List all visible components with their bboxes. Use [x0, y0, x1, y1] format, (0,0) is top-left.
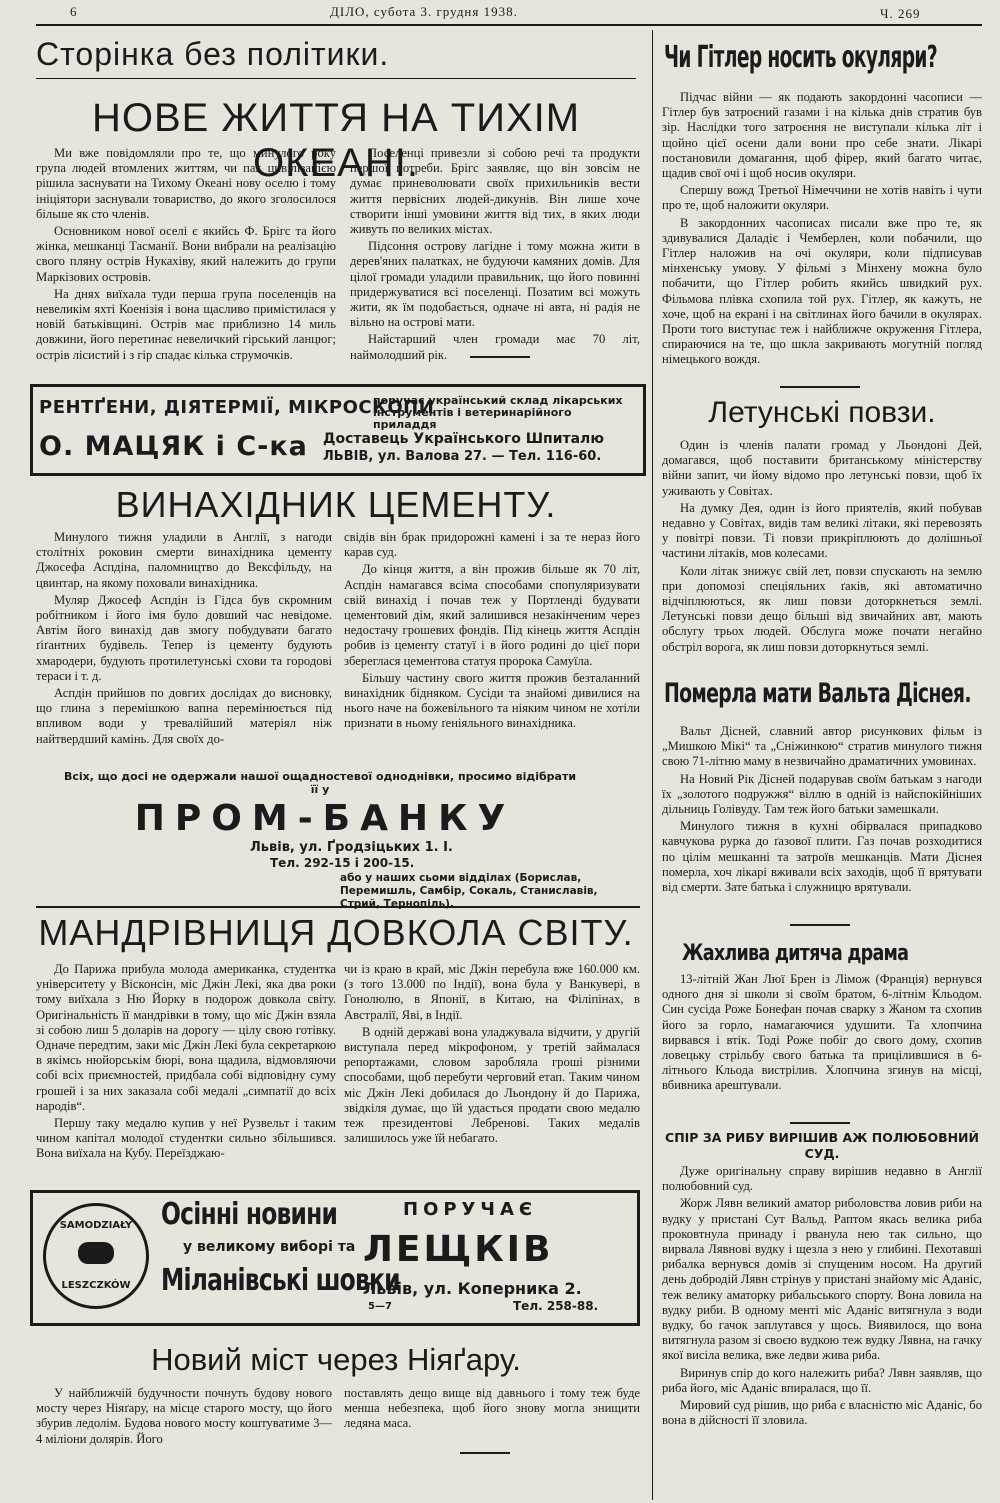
ad-leshchkiv-name: ЛЕЩКІВ: [363, 1229, 554, 1270]
divider-dash: [460, 1452, 510, 1454]
paragraph: Основником нової оселі є якийсь Ф. Брігс та його жінка, мешканці Тасманії. Вони вибрали на реалізацію свого пляну острів Нукахіву, який належить до групи Маркізових островів.: [36, 224, 336, 284]
paragraph: До кінця життя, а він прожив більше як 70 літ, Аспдін намагався всіма способами спопуляризувати свій винахід і почав теж у Портленді будувати цементовий дім, який залишився незакінченим через недостачу грошевих фондів. Під кінець життя Аспдін робив із цементу статуї і в його родині до цієї пори збереглася цементова статуя пророка Самуїла.: [344, 562, 640, 668]
article-bridge-left: [36, 1386, 332, 1447]
divider-dash: [790, 924, 850, 926]
paragraph: В закордонних часописах писали вже про те, як здивувалися Даладіє і Чемберлен, коли побачили, що Гітлер наложив на очі окуляри, коли підписував мінхенську умову. У фільмі з Мінхену можна було побачити, що Гітлер робить якийсь швидкий рух. Фільмова плівка схопила той рух. Гітлер, як кажуть, не хоче, щоб на екрані і на світлинах його бачили в окулярах. Проти того виступає теж і найближче окруження Гітлера, спираючися на те, що шкла закривають могутній погляд німецького вождя.: [662, 215, 982, 367]
ad-matsyak-text: поручає український склад лікарських інструментів і ветеринарійного приладдя: [373, 394, 623, 431]
r4-title-wrap: [682, 940, 982, 966]
ad-prombank-phone: Тел. 292-15 і 200-15.: [270, 856, 415, 870]
paragraph: Коли літак знижує свій лет, повзи спускають на землю при допомозі спеціяльних ґаків, які автоматично відчіплюються, як лиш повзи доторкнеться землі. Летунські повзи дещо більші від звичайних авт, мають обслугу трьох людей. Обслуга може почати негайно обстріл ворога, як лиш повзи доторкнуться землі.: [662, 563, 982, 654]
article-traveler-left: [36, 962, 336, 1162]
ad-leshchkiv-line2: у великому виборі та: [183, 1239, 356, 1255]
divider-dash: [780, 386, 860, 388]
paragraph: В одній державі вона уладжувала відчити, у другій виступала перед мікрофоном, у третій займалася репортажами, словом заробляла гроші різними способами, щоб перебути черговий етап. Таким чином міс Джін Лекі добилася до Льондону й до Парижа, звідкіля думає, що їй удасться продати свою медалю теж президентові Лебренові. Таких медалів залишилось уже їй небагато.: [344, 1024, 640, 1146]
paragraph: У найближчій будучности почнуть будову нового мосту через Ніяґару, на місце старого мосту, що його збурив ледолім. Будова нового мосту коштуватиме 3—4 міліони долярів. Його: [36, 1386, 332, 1446]
ad-matsyak-supplier: Доставець Українського Шпиталю: [323, 431, 604, 447]
paragraph: Мировий суд рішив, що риба є власністю міс Аданіс, бо вона в дійсності її зловила.: [662, 1398, 982, 1428]
ad-prombank-address: Львів, ул. Ґродзіцьких 1. І.: [250, 840, 453, 855]
article-title-disney: Померла мати Вальта Діснея.: [664, 678, 971, 709]
paragraph: Ми вже повідомляли про те, що минулого року група людей втомлених життям, чи пак цивілізацією рішила заснувати на Тихому Океані нову оселю і тому ініціятори заснували товариство, до якого зголосилося більше як сто членів.: [36, 146, 336, 221]
divider-dash: [790, 1122, 850, 1124]
article-title-cement: ВИНАХІДНИК ЦЕМЕНТУ.: [115, 484, 557, 525]
r3-title-wrap: [664, 678, 984, 709]
ad-prombank-intro: Всіх, що досі не одержали нашої ощадностевої одноднівки, просимо відібрати її у: [63, 770, 577, 796]
ad-leshchkiv-line3: Міланівські шовки: [161, 1263, 400, 1298]
ad-leshchkiv-num: 5—7: [368, 1301, 392, 1312]
paragraph: Дуже оригінальну справу вирішив недавно в Англії полюбовний суд.: [662, 1164, 982, 1194]
article-title-traveler: МАНДРІВНИЦЯ ДОВКОЛА СВІТУ.: [38, 912, 634, 953]
article-cement-right: [344, 530, 640, 732]
ad-matsyak-name: О. МАЦЯК і С-ка: [39, 431, 308, 462]
paragraph: На днях виїхала туди перша група поселенців на невеликім яхті Коенізія і вона щасливо примістилася у новій батьківщині. Острів має приблизно 14 миль довжини, його перетинає невеличкий гірський ланцюг; острів лісистий і з гір спадає кілька струмочків.: [36, 286, 336, 362]
ad-leshchkiv-line1: Осінні новини: [161, 1197, 338, 1232]
section-title: Сторінка без політики.: [36, 36, 390, 72]
article-title-sleds: Летунські повзи.: [708, 396, 936, 429]
page-number: 6: [70, 4, 78, 19]
ad-prombank-rule: [36, 906, 640, 908]
paragraph: Один із членів палати громад у Льондоні Дей, домагався, щоб поставити британському міністерству війни запит, чи йому відомо про летунські повзи, щоб їх уживають у Совітах.: [662, 438, 982, 498]
article-title-child-drama: Жахлива дитяча драма: [682, 941, 909, 966]
article-disney: [662, 724, 982, 895]
article-child-drama: [662, 972, 982, 1094]
paragraph: Вальт Дісней, славний автор рисункових фільм із „Мишкою Мікі“ та „Сніжинкою“ стратив минулого тижня свою 71-літню маму в незвичайно драматичних умовинах.: [662, 724, 982, 769]
paragraph: До Парижа прибула молода американка, студентка університету у Вісконсін, міс Джін Лекі, яка два роки тому виїхала з Ню Йорку в подорож довкола світу. Оригінальність її мандрівки в тому, що міс Джін взяла зі собою лиш 5 доларів на дорогу — цілу свою готівку. Одначе передтим, заки міс Джін Лекі була секретаркою в якімсь нюйорськім бюрі, вона щадила, відмовляючи собі всіх приємностей, придбала собі відповідну суму грошей і за них заказала собі медалі „симпатії до всіх народів“.: [36, 962, 336, 1113]
article-cement-left: [36, 530, 332, 747]
paragraph: свідів він брак придорожні камені і за те нераз його карав суд.: [344, 530, 640, 560]
ad-leshchkiv-logo: [43, 1203, 149, 1309]
r1-title-wrap: [664, 40, 984, 75]
ad-leshchkiv-address: Львів, ул. Коперника 2.: [363, 1279, 582, 1298]
header-rule: [36, 24, 982, 26]
paragraph: Аспдін прийшов по довгих дослідах до висновку, що глина з перемішкою вапна перемінюється під впливом води у тревалійший матеріял ніж найтвердший камінь. Для своїх до-: [36, 686, 332, 746]
paragraph: Першу таку медалю купив у неї Рузвельт і таким чином капітал молодої студентки сильно збільшився. Вона виїхала на Кубу. Переїзджаю-: [36, 1116, 336, 1161]
divider-dash: [470, 356, 530, 358]
article-title-new-life: НОВЕ ЖИТТЯ НА ТИХІМ ОКЕАНІ.: [91, 96, 581, 185]
logo-bottom-text: LESZCZKÓW: [61, 1280, 131, 1291]
article-title-hitler: Чи Гітлер носить окуляри?: [664, 40, 938, 75]
ad-leshchkiv-recommends: ПОРУЧАЄ: [403, 1199, 538, 1220]
masthead-date: ДІЛО, суботa 3. грудня 1938.: [330, 4, 518, 19]
ad-matsyak-address: ЛЬВІВ, ул. Валова 27. — Тел. 116-60.: [323, 449, 602, 464]
paragraph: Виринув спір до кого належить риба? Лявн заявляв, що риба його, міс Аданіс впиралася, що її.: [662, 1365, 982, 1395]
section-title-underline: [36, 78, 636, 79]
paragraph: Минулого тижня в кухні обірвалася припадково кавчукова рурка до ґазової плити. Газ почав розходитися по цілім мешканні та затроїв мешканців. Мати Діснея померла, хоч лікарі вживали всіх заходів, щоб її врятувати від смерти. Зате батька і служницю врятували.: [662, 819, 982, 895]
article-bridge-right: [344, 1386, 640, 1432]
column-divider: [652, 30, 653, 1500]
article-title-bridge: Новий міст через Ніяґару.: [151, 1342, 521, 1377]
paragraph: Найстарший член громади має 70 літ, наймолодший рік.: [350, 332, 640, 362]
paragraph: На думку Дея, один із його приятелів, який побував недавно у Совітах, видів там великі літаки, які перевозять у повітрі повзи. Ті повзи прикріплюють до долішньої частини літаків, мов колесами.: [662, 500, 982, 561]
ad-matsyak: [30, 384, 646, 476]
ad-matsyak-headline: РЕНТҐЕНИ, ДІЯТЕРМІЇ, МІКРОСКОПИ: [39, 397, 435, 418]
paragraph: Жорж Лявн великий аматор риболовства ловив риби на вудку у пристані Сут Вальд. Раптом якась велика риба проковтнула принаду і рванула нею так сильно, що вирвала Лявнові вудку і щезла з нею у глибині. Пехотавші рибалка вернувся домів зі спущеним носом. На другий день добродій Лявн стрінув у пристані знайому міс Аданіс, теж велику аматорку рибальського спорту. Вона ловила на вудку риби. В одному менті міс Аданіс витягнула з води вудку, бо гачок заплутався у щось. Виявилося, що вона витягнула разом зі своєю вудкою теж вудку Лявна, на гачку якої висіла велика, вже ледви жива риба.: [662, 1196, 982, 1363]
ad-prombank-branches: або у наших сьоми відділах (Борислав, Перемишль, Самбір, Сокаль, Станиславів, Стрий, Тернопіль).: [340, 872, 598, 910]
paragraph: Поселенці привезли зі собою речі та продукти першої потреби. Брігс заявляє, що він зовсім не думає приневолювати своїх прихильників вести життя первісних людей-дикунів. Він лише хоче створити інші умовини життя від тих, в яких люди живуть по великих містах.: [350, 146, 640, 237]
article-traveler-right: [344, 962, 640, 1146]
paragraph: Підчас війни — як подають закордонні часописи — Гітлер був затроєний газами і на кілька днів стратив був зір. Наслідки того затроєння не виступали кілька літ і щойно цієї осени дали вони про себе знати. Лікарі постановили домагання, щоб фірер, який багато читає, щадив свої очі і щоб носив окуляри.: [662, 90, 982, 181]
paragraph: 13-літній Жан Люї Брен із Лімож (Франція) вернувся одного дня зі школи зі своїм братом, 6-літнім Кльодом. Син сусіда Роже Бонефан почав сварку з Жаном та схопив його за горло, намагаючися удушити. Та хлопчина вирвався і втік. Тоді Роже побіг до свого дому, схопив ловецьку стрільбу свого батька та прицілившися в 6-літнього Кльода вистрілив. Хлопчина згинув на місці, вбивника арештували.: [662, 972, 982, 1093]
article-fish-dispute: [662, 1164, 982, 1428]
issue-number: Ч. 269: [880, 6, 921, 21]
ad-leshchkiv-phone: Тел. 258-88.: [513, 1299, 599, 1313]
article-hitler: [662, 90, 982, 368]
paragraph: Минулого тижня уладили в Англії, з нагоди столітніх роковин смерти винахідника цементу Джосефа Аспдіна, паломництво до Вексфільду, на цвинтар, на якому поховали винахідника.: [36, 530, 332, 590]
article-title-fish-dispute: СПІР ЗА РИБУ ВИРІШИВ АЖ ПОЛЮБОВНИЙ СУД.: [665, 1130, 979, 1161]
article-sleds: [662, 438, 982, 655]
paragraph: поставлять дещо вище від давнього і тому теж буде менша небезпека, щоб його знову могла знищити ледяна маса.: [344, 1386, 640, 1431]
article-new-life-left: [36, 146, 336, 363]
logo-top-text: SAMODZIAŁY: [59, 1220, 133, 1231]
sheep-icon: [78, 1242, 114, 1264]
paragraph: На Новий Рік Дісней подарував своїм батькам з нагоди їх „золотого подружжя“ віллю в одній із найспокійніших дільниць Голівуду. Там теж його батьки замешкали.: [662, 771, 982, 817]
paragraph: Муляр Джосеф Аспдін із Гідса був скромним робітником і його імя було довший час невідоме. Автім його винахід дав змогу побудувати багато ґіґантних будівель. Тепер із цементу будують хмародери, будують протилетунські схови та городові тераси і т. д.: [36, 592, 332, 683]
paragraph: чи із краю в край, міс Джін перебула вже 160.000 км. (з того 13.000 по Індії), вона була у Ванкувері, в Гонолюлю, в Японії, в Китаю, на Філіпінах, в Австралії, Яві, в Індії.: [344, 962, 640, 1022]
paragraph: Підсоння острову лагідне і тому можна жити в дерев'яних палатках, не будуючи камяних домів. Для цілої громади уладили правильник, що його повинні придержуватися всі поселенці. Позатим всі можуть жити, як їм подобається, одначе ні авта, ні радія не вільно на острові мати.: [350, 239, 640, 330]
article-new-life-right: [350, 146, 640, 363]
ad-leshchkiv: [30, 1190, 640, 1326]
ad-prombank-name: ПРОМ-БАНКУ: [134, 798, 516, 839]
paragraph: Більшу частину свого життя прожив безталанний винахідник бідняком. Сусіди та знайомі дивилися на нього наче на божевільного та ніяким чином не хотіли признати в ньому ґеніяльного винахідника.: [344, 670, 640, 731]
paragraph: Спершу вожд Третьої Німеччини не хотів навіть і чути про те, щоб наложити окуляри.: [662, 183, 982, 213]
